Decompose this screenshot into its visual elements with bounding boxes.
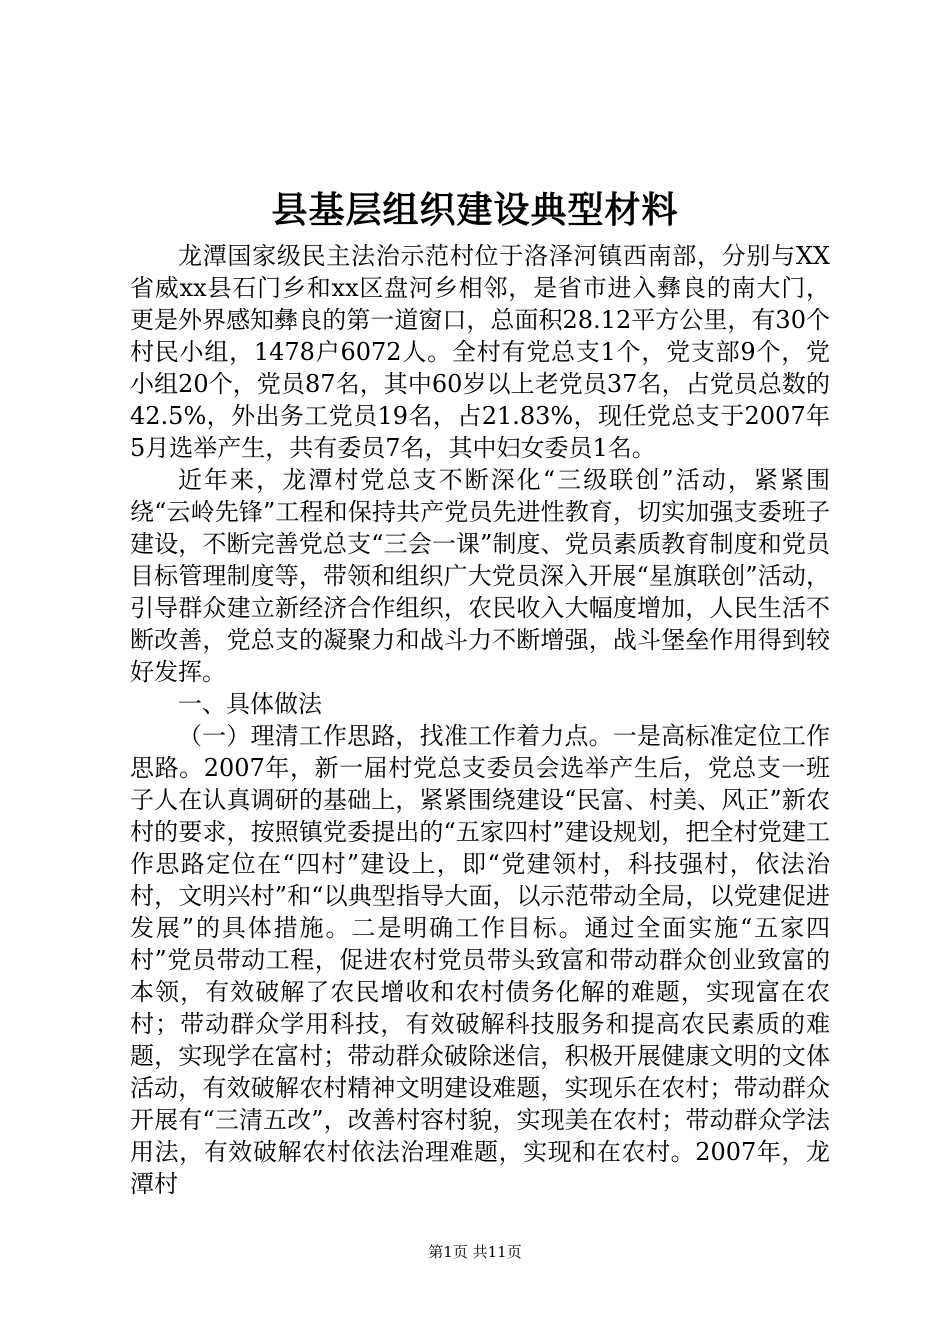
- paragraph-summary: 近年来，龙潭村党总支不断深化“三级联创”活动，紧紧围绕“云岭先锋”工程和保持共产党员先进性教育，切实加强支委班子建设，不断完善党总支“三会一课”制度、党员素质教育制度和党员目标管理制度等，带领和组织广大党员深入开展“星旗联创”活动，引导群众建立新经济合作组织，农民收入大幅度增加，人民生活不断改善，党总支的凝聚力和战斗力不断增强，战斗堡垒作用得到较好发挥。: [130, 466, 830, 686]
- document-title: 县基层组织建设典型材料: [271, 189, 679, 231]
- document-body: [130, 240, 830, 1200]
- section-heading: 一、具体做法: [178, 690, 322, 718]
- page-footer: 第1页 共11页: [428, 1243, 522, 1261]
- paragraph-section-1: （一）理清工作思路，找准工作着力点。一是高标准定位工作思路。2007年，新一届村党总支委员会选举产生后，党总支一班子人在认真调研的基础上，紧紧围绕建设“民富、村美、风正”新农村的要求，按照镇党委提出的“五家四村”建设规划，把全村党建工作思路定位在“四村”建设上，即“党建领村，科技强村，依法治村，文明兴村”和“以典型指导大面，以示范带动全局，以党建促进发展”的具体措施。二是明确工作目标。通过全面实施“五家四村”党员带动工程，促进农村党员带头致富和带动群众创业致富的本领，有效破解了农民增收和农村债务化解的难题，实现富在农村；带动群众学用科技，有效破解科技服务和提高农民素质的难题，实现学在富村；带动群众破除迷信，积极开展健康文明的文体活动，有效破解农村精神文明建设难题，实现乐在农村；带动群众开展有“三清五改”，改善村容村貌，实现美在农村；带动群众学法用法，有效破解农村依法治理难题，实现和在农村。2007年，龙潭村: [130, 722, 830, 1198]
- paragraph-intro: 龙潭国家级民主法治示范村位于洛泽河镇西南部，分别与XX省威xx县石门乡和xx区盘河乡相邻，是省市进入彝良的南大门，更是外界感知彝良的第一道窗口，总面积28.12平方公里，有30个村民小组，1478户6072人。全村有党总支1个，党支部9个，党小组20个，党员87名，其中60岁以上老党员37名，占党员总数的42.5%，外出务工党员19名，占21.83%，现任党总支于2007年5月选举产生，共有委员7名，其中妇女委员1名。: [130, 242, 830, 462]
